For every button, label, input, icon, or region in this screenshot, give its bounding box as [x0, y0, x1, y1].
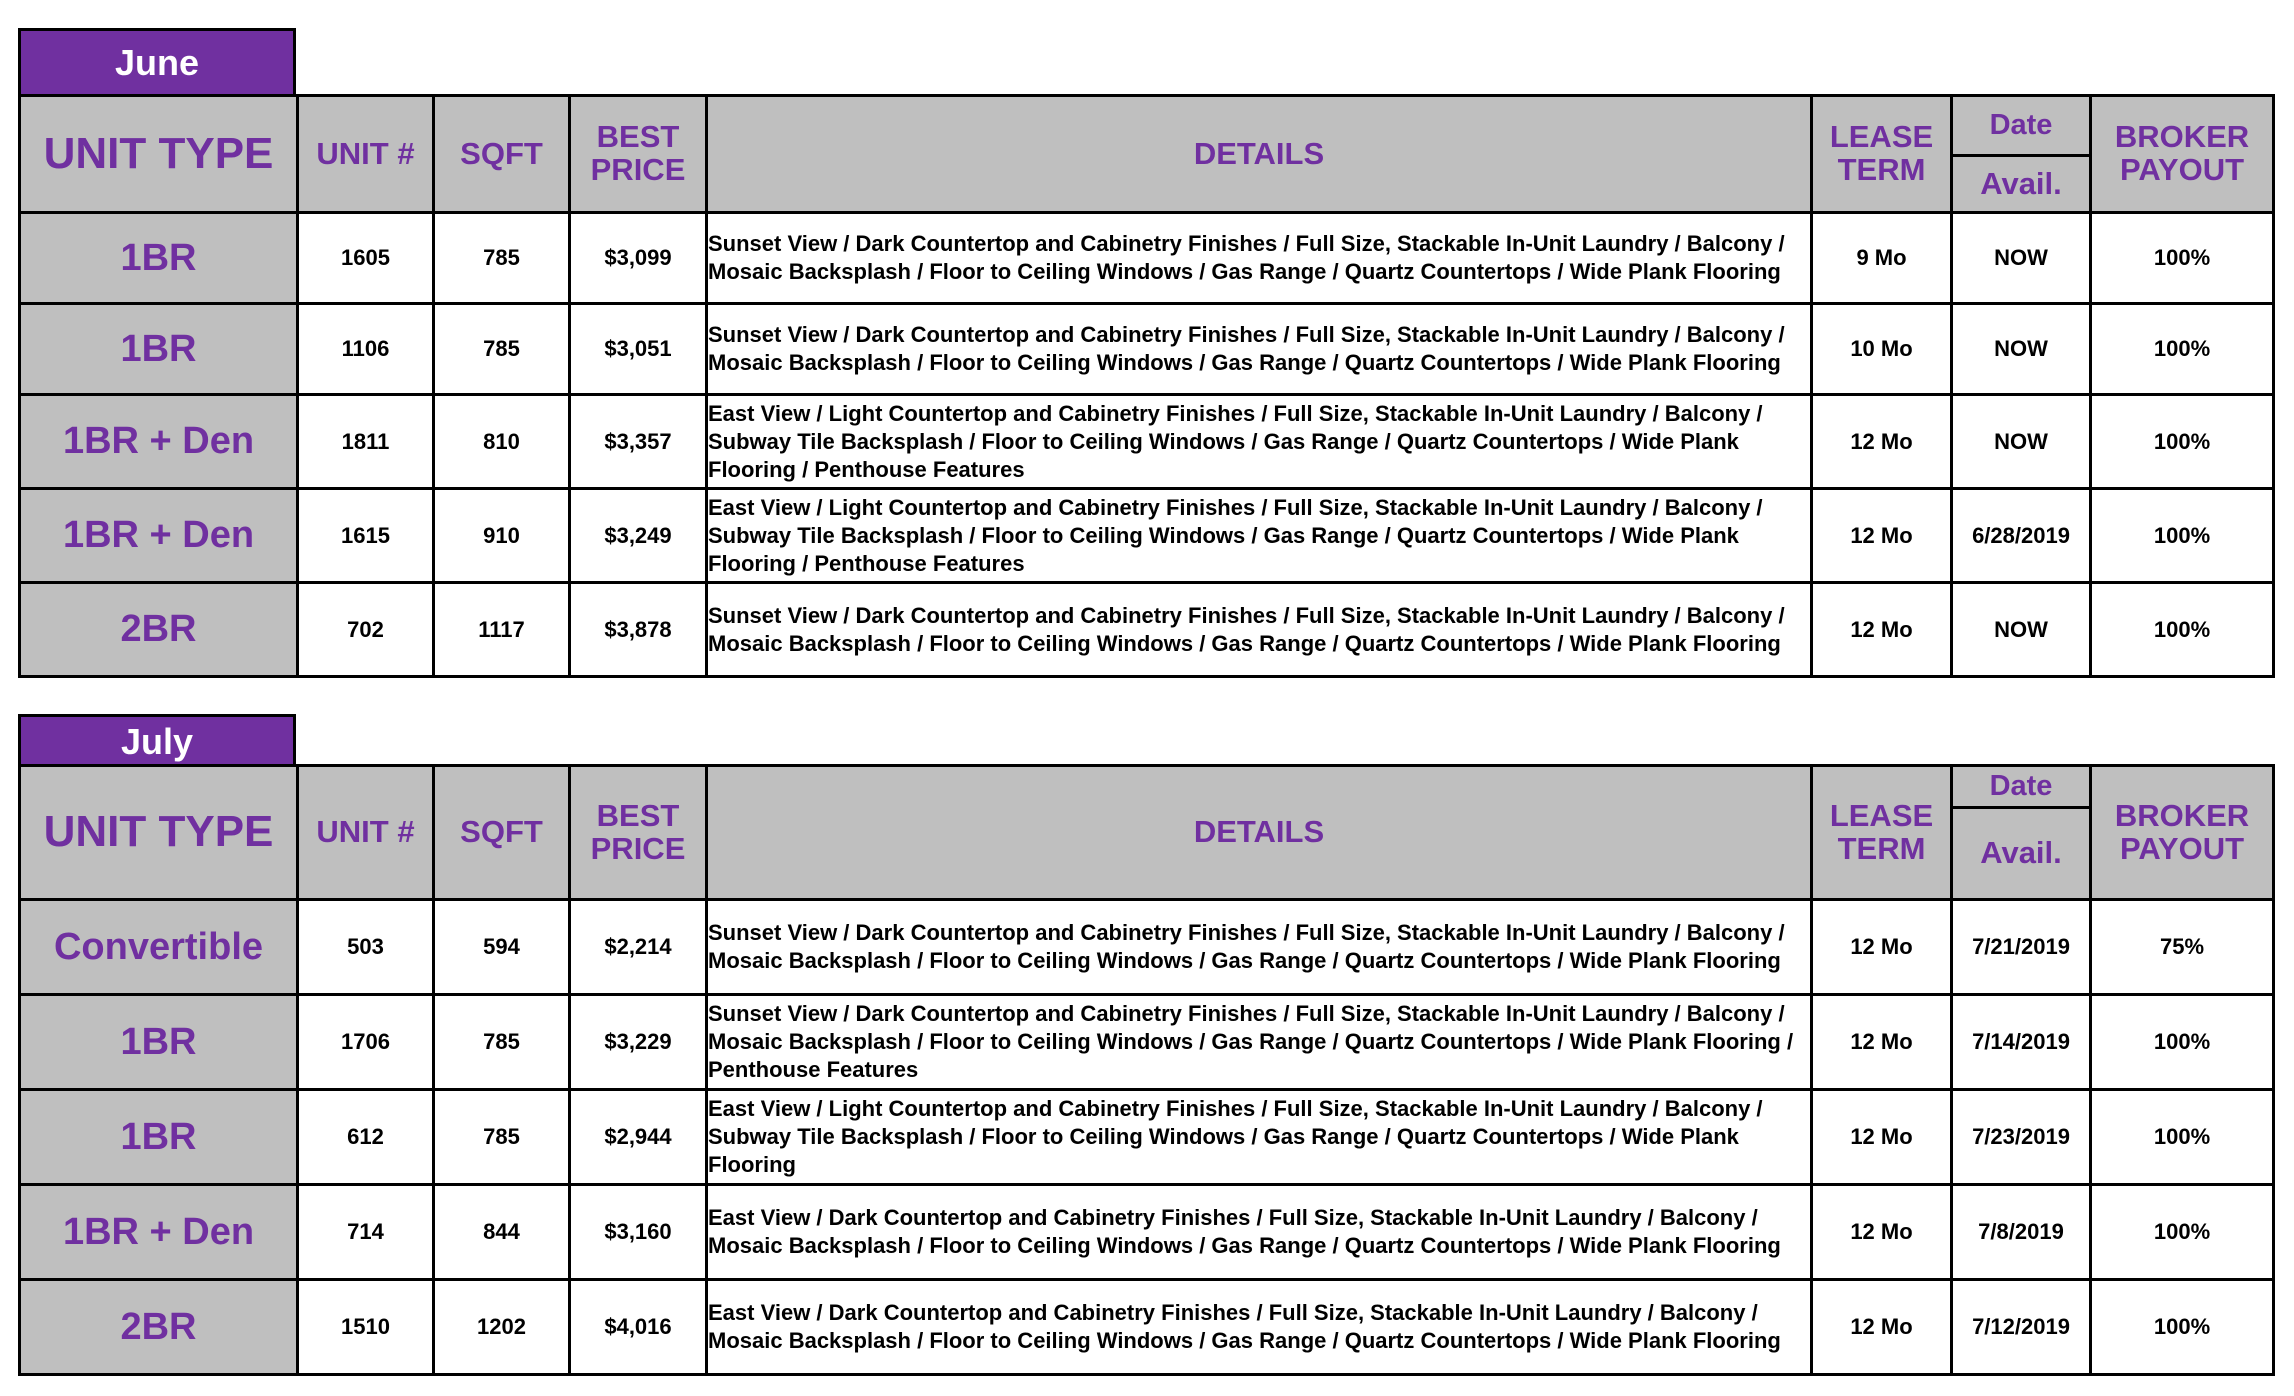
date-avail-cell: 7/21/2019: [1952, 900, 2091, 995]
unit-type-cell: 1BR + Den: [20, 395, 298, 489]
header-lease-line2: TERM: [1837, 830, 1926, 866]
broker-payout-cell: 100%: [2091, 995, 2274, 1090]
table-row: [20, 489, 2274, 583]
header-lease-line1: LEASE: [1829, 797, 1934, 833]
date-avail-cell: 7/8/2019: [1952, 1185, 2091, 1280]
table-row: [20, 1185, 2274, 1280]
header-lease-line2: TERM: [1837, 152, 1926, 187]
sqft-cell: 785: [434, 304, 570, 395]
price-cell: $3,249: [570, 489, 707, 583]
broker-payout-cell: 100%: [2091, 304, 2274, 395]
details-cell: Sunset View / Dark Countertop and Cabinetry Finishes / Full Size, Stackable In-Unit Laundry / Balcony / Mosaic Backsplash / Floor to Ceiling Windows / Gas Range / Quartz Countertops / Wide Plank Flooring: [707, 583, 1812, 677]
sqft-cell: 910: [434, 489, 570, 583]
table-row: [20, 213, 2274, 304]
price-cell: $3,051: [570, 304, 707, 395]
unit-type-cell: 1BR: [20, 995, 298, 1090]
header-best-price: [570, 766, 707, 900]
lease-term-cell: 12 Mo: [1812, 995, 1952, 1090]
header-broker-line1: BROKER: [2114, 797, 2250, 833]
table-row: [20, 583, 2274, 677]
listing-table: [18, 764, 2275, 1376]
header-details: DETAILS: [707, 766, 1812, 900]
details-cell: East View / Light Countertop and Cabinetry Finishes / Full Size, Stackable In-Unit Laundry / Balcony / Subway Tile Backsplash / Floor to Ceiling Windows / Gas Range / Quartz Countertops / Wide Plank Flooring / Penthouse Features: [707, 489, 1812, 583]
details-cell: Sunset View / Dark Countertop and Cabinetry Finishes / Full Size, Stackable In-Unit Laundry / Balcony / Mosaic Backsplash / Floor to Ceiling Windows / Gas Range / Quartz Countertops / Wide Plank Flooring: [707, 304, 1812, 395]
month-label: June: [18, 28, 296, 94]
unit-number-cell: 1615: [298, 489, 434, 583]
date-avail-cell: NOW: [1952, 583, 2091, 677]
month-label: July: [18, 714, 296, 764]
header-unit-type: UNIT TYPE: [20, 96, 298, 213]
date-avail-cell: NOW: [1952, 304, 2091, 395]
details-cell: Sunset View / Dark Countertop and Cabinetry Finishes / Full Size, Stackable In-Unit Laundry / Balcony / Mosaic Backsplash / Floor to Ceiling Windows / Gas Range / Quartz Countertops / Wide Plank Flooring: [707, 213, 1812, 304]
unit-number-cell: 1510: [298, 1280, 434, 1375]
unit-type-cell: 1BR: [20, 1090, 298, 1185]
unit-number-cell: 714: [298, 1185, 434, 1280]
header-best-price-line1: BEST: [596, 119, 680, 155]
table-row: [20, 395, 2274, 489]
broker-payout-cell: 100%: [2091, 1090, 2274, 1185]
header-best-price-line2: PRICE: [590, 830, 686, 866]
broker-payout-cell: 100%: [2091, 1185, 2274, 1280]
date-avail-cell: 7/14/2019: [1952, 995, 2091, 1090]
sqft-cell: 785: [434, 213, 570, 304]
unit-type-cell: 2BR: [20, 583, 298, 677]
date-avail-cell: NOW: [1952, 395, 2091, 489]
header-date: Date: [1952, 96, 2091, 156]
sqft-cell: 594: [434, 900, 570, 995]
unit-number-cell: 702: [298, 583, 434, 677]
details-cell: East View / Light Countertop and Cabinetry Finishes / Full Size, Stackable In-Unit Laundry / Balcony / Subway Tile Backsplash / Floor to Ceiling Windows / Gas Range / Quartz Countertops / Wide Plank Flooring / Penthouse Features: [707, 395, 1812, 489]
sqft-cell: 844: [434, 1185, 570, 1280]
price-cell: $3,878: [570, 583, 707, 677]
details-cell: East View / Light Countertop and Cabinetry Finishes / Full Size, Stackable In-Unit Laundry / Balcony / Subway Tile Backsplash / Floor to Ceiling Windows / Gas Range / Quartz Countertops / Wide Plank Flooring: [707, 1090, 1812, 1185]
price-cell: $3,357: [570, 395, 707, 489]
table-row: [20, 995, 2274, 1090]
price-cell: $3,160: [570, 1185, 707, 1280]
header-lease-term: [1812, 766, 1952, 900]
header-details: DETAILS: [707, 96, 1812, 213]
price-cell: $3,099: [570, 213, 707, 304]
lease-term-cell: 12 Mo: [1812, 489, 1952, 583]
table-row: [20, 900, 2274, 995]
broker-payout-cell: 100%: [2091, 1280, 2274, 1375]
details-cell: Sunset View / Dark Countertop and Cabinetry Finishes / Full Size, Stackable In-Unit Laundry / Balcony / Mosaic Backsplash / Floor to Ceiling Windows / Gas Range / Quartz Countertops / Wide Plank Flooring / Penthouse Features: [707, 995, 1812, 1090]
header-unit-number: UNIT #: [298, 96, 434, 213]
sqft-cell: 1117: [434, 583, 570, 677]
unit-type-cell: 2BR: [20, 1280, 298, 1375]
header-best-price-line2: PRICE: [590, 152, 686, 187]
listing-table: [18, 94, 2275, 678]
header-broker-payout: [2091, 96, 2274, 213]
unit-type-cell: 1BR + Den: [20, 489, 298, 583]
table-row: [20, 1090, 2274, 1185]
lease-term-cell: 12 Mo: [1812, 900, 1952, 995]
price-cell: $3,229: [570, 995, 707, 1090]
header-sqft: SQFT: [434, 96, 570, 213]
sqft-cell: 785: [434, 1090, 570, 1185]
header-unit-type: UNIT TYPE: [20, 766, 298, 900]
lease-term-cell: 12 Mo: [1812, 583, 1952, 677]
header-avail: Avail.: [1952, 156, 2091, 213]
price-cell: $2,214: [570, 900, 707, 995]
header-best-price: [570, 96, 707, 213]
unit-number-cell: 1706: [298, 995, 434, 1090]
header-lease-line1: LEASE: [1829, 119, 1934, 155]
header-sqft: SQFT: [434, 766, 570, 900]
lease-term-cell: 9 Mo: [1812, 213, 1952, 304]
unit-number-cell: 1811: [298, 395, 434, 489]
header-broker-line2: PAYOUT: [2119, 830, 2245, 866]
details-cell: East View / Dark Countertop and Cabinetry Finishes / Full Size, Stackable In-Unit Laundry / Balcony / Mosaic Backsplash / Floor to Ceiling Windows / Gas Range / Quartz Countertops / Wide Plank Flooring: [707, 1185, 1812, 1280]
table-row: [20, 304, 2274, 395]
header-broker-payout: [2091, 766, 2274, 900]
date-avail-cell: NOW: [1952, 213, 2091, 304]
table-row: [20, 1280, 2274, 1375]
sqft-cell: 785: [434, 995, 570, 1090]
lease-term-cell: 12 Mo: [1812, 1185, 1952, 1280]
price-cell: $2,944: [570, 1090, 707, 1185]
sqft-cell: 810: [434, 395, 570, 489]
unit-number-cell: 612: [298, 1090, 434, 1185]
date-avail-cell: 7/23/2019: [1952, 1090, 2091, 1185]
lease-term-cell: 12 Mo: [1812, 395, 1952, 489]
header-avail: Avail.: [1952, 808, 2091, 900]
lease-term-cell: 12 Mo: [1812, 1280, 1952, 1375]
unit-type-cell: Convertible: [20, 900, 298, 995]
june-section: [18, 28, 2272, 678]
broker-payout-cell: 100%: [2091, 213, 2274, 304]
unit-number-cell: 1106: [298, 304, 434, 395]
sqft-cell: 1202: [434, 1280, 570, 1375]
details-cell: East View / Dark Countertop and Cabinetry Finishes / Full Size, Stackable In-Unit Laundry / Balcony / Mosaic Backsplash / Floor to Ceiling Windows / Gas Range / Quartz Countertops / Wide Plank Flooring: [707, 1280, 1812, 1375]
unit-number-cell: 503: [298, 900, 434, 995]
header-broker-line2: PAYOUT: [2119, 152, 2245, 187]
july-section: [18, 714, 2272, 1376]
unit-number-cell: 1605: [298, 213, 434, 304]
header-unit-number: UNIT #: [298, 766, 434, 900]
header-best-price-line1: BEST: [596, 797, 680, 833]
header-broker-line1: BROKER: [2114, 119, 2250, 155]
header-date: Date: [1952, 766, 2091, 808]
lease-term-cell: 10 Mo: [1812, 304, 1952, 395]
broker-payout-cell: 100%: [2091, 583, 2274, 677]
broker-payout-cell: 100%: [2091, 489, 2274, 583]
details-cell: Sunset View / Dark Countertop and Cabinetry Finishes / Full Size, Stackable In-Unit Laundry / Balcony / Mosaic Backsplash / Floor to Ceiling Windows / Gas Range / Quartz Countertops / Wide Plank Flooring: [707, 900, 1812, 995]
lease-term-cell: 12 Mo: [1812, 1090, 1952, 1185]
unit-type-cell: 1BR: [20, 304, 298, 395]
date-avail-cell: 6/28/2019: [1952, 489, 2091, 583]
broker-payout-cell: 100%: [2091, 395, 2274, 489]
header-lease-term: [1812, 96, 1952, 213]
unit-type-cell: 1BR + Den: [20, 1185, 298, 1280]
unit-type-cell: 1BR: [20, 213, 298, 304]
price-cell: $4,016: [570, 1280, 707, 1375]
broker-payout-cell: 75%: [2091, 900, 2274, 995]
date-avail-cell: 7/12/2019: [1952, 1280, 2091, 1375]
